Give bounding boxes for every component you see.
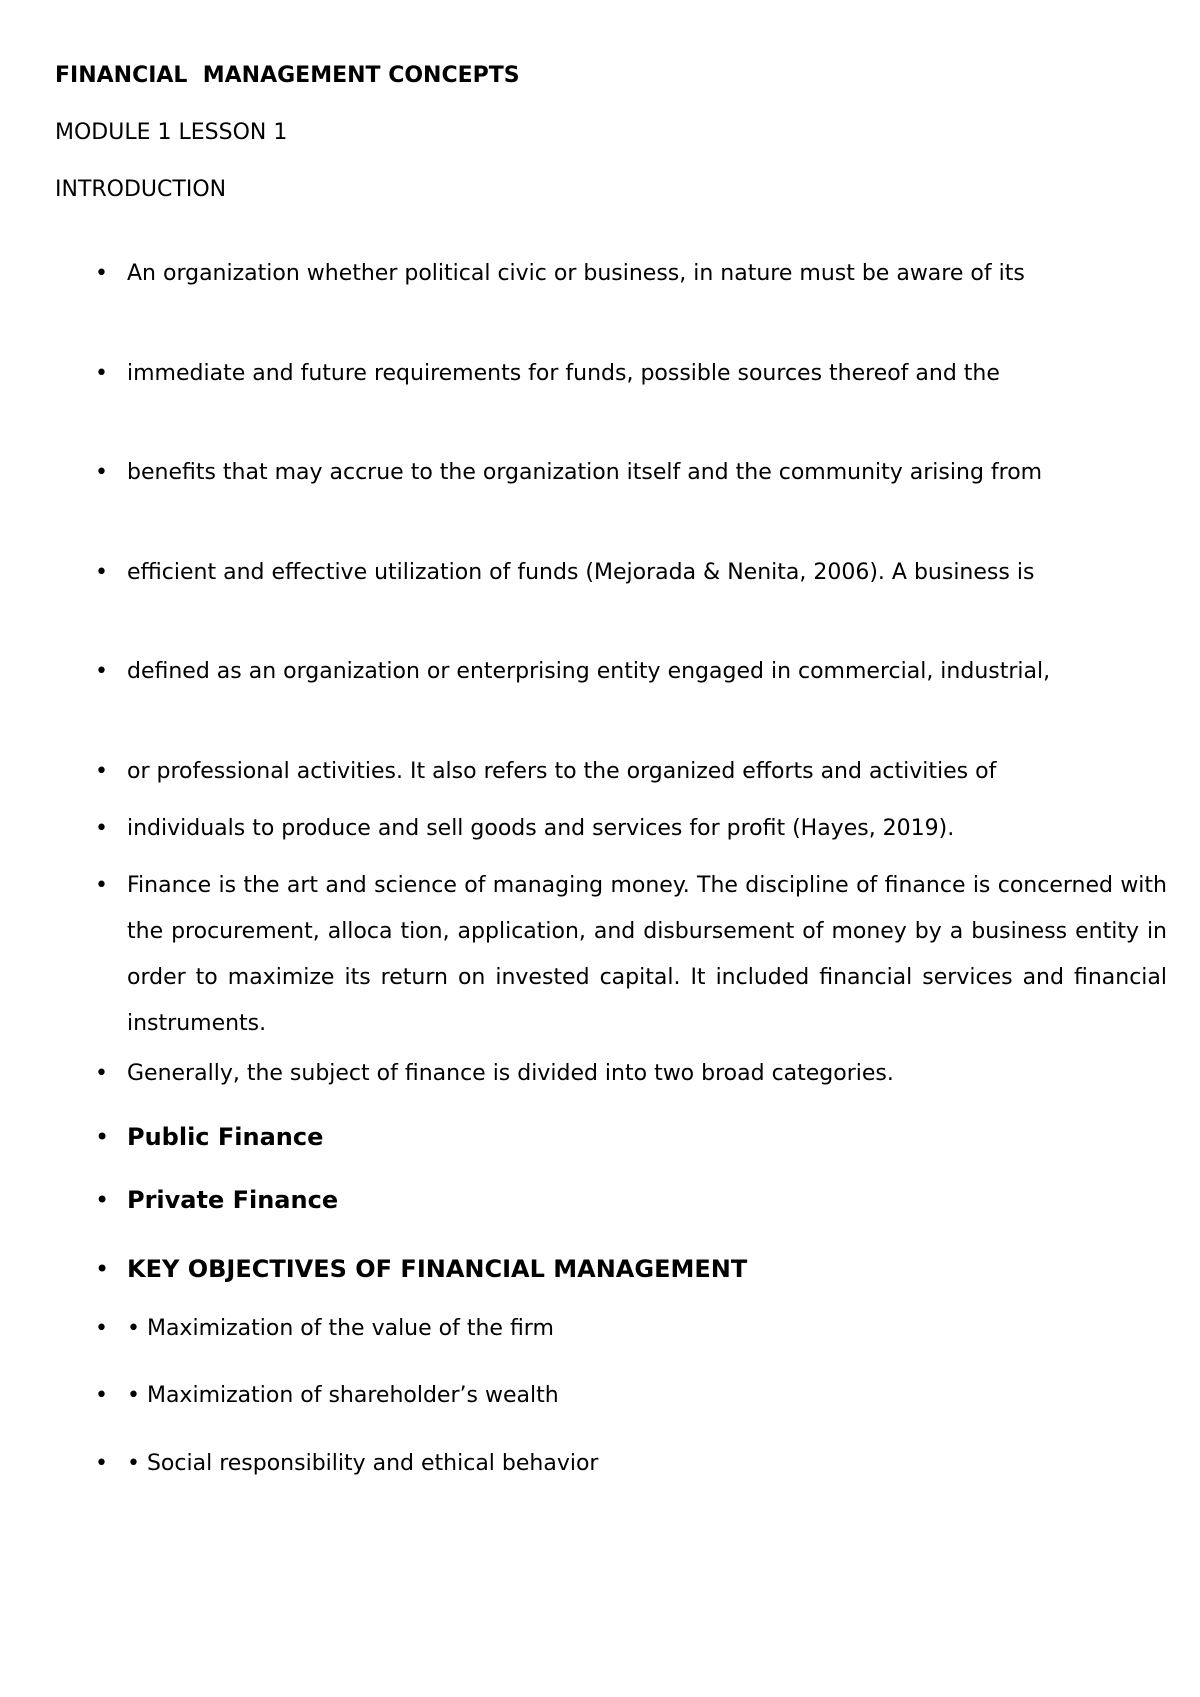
list-item-text: individuals to produce and sell goods and services for profit (Hayes, 2019). (127, 816, 955, 841)
section-heading: INTRODUCTION (55, 177, 227, 202)
bullet-icon: • (95, 1451, 108, 1476)
list-item-text: Generally, the subject of finance is divided into two broad categories. (127, 1061, 894, 1086)
list-item-text: Private Finance (127, 1186, 339, 1214)
bullet-icon: • (95, 1061, 108, 1086)
list-item (95, 251, 1167, 297)
bullet-icon: • (95, 759, 108, 784)
list-item (95, 1441, 1167, 1487)
list-item (95, 1306, 1167, 1352)
list-item-text: An organization whether political civic or business, in nature must be aware of its (127, 261, 1025, 286)
list-item (95, 863, 1167, 1047)
list-item (95, 351, 1167, 397)
bullet-icon: • (95, 1123, 110, 1151)
list-item (95, 749, 1167, 795)
list-item-text: • Maximization of shareholder’s wealth (127, 1383, 559, 1408)
list-item-text: • Maximization of the value of the firm (127, 1316, 554, 1341)
bullet-icon: • (95, 460, 108, 485)
document-title: FINANCIAL MANAGEMENT CONCEPTS (55, 63, 520, 88)
list-item (95, 649, 1167, 695)
list-item-text: benefits that may accrue to the organization itself and the community arising from (127, 460, 1043, 485)
list-item (95, 1114, 1167, 1160)
module-label: MODULE 1 LESSON 1 (55, 120, 288, 145)
list-item-text: efficient and effective utilization of funds (Mejorada & Nenita, 2006). A business is (127, 560, 1035, 585)
bullet-icon: • (95, 659, 108, 684)
bullet-icon: • (95, 873, 108, 898)
list-item (95, 550, 1167, 596)
bullet-icon: • (95, 816, 108, 841)
bullet-icon: • (95, 560, 108, 585)
list-item-text: defined as an organization or enterprising entity engaged in commercial, industrial, (127, 659, 1051, 684)
list-item-text: immediate and future requirements for funds, possible sources thereof and the (127, 361, 1000, 386)
list-item (95, 1051, 1167, 1097)
list-item-text: KEY OBJECTIVES OF FINANCIAL MANAGEMENT (127, 1255, 748, 1283)
bullet-icon: • (95, 1383, 108, 1408)
bullet-icon: • (95, 1186, 110, 1214)
list-item-text: Finance is the art and science of managing money. The discipline of finance is concerned with the procurement, alloca tion, application, and disbursement of money by a business entity in order to maximize its return on invested capital. It included financial services and financial instruments. (127, 873, 1167, 1036)
list-item (95, 1246, 1167, 1292)
list-item-text: or professional activities. It also refers to the organized efforts and activities of (127, 759, 997, 784)
list-item (95, 1177, 1167, 1223)
bullet-icon: • (95, 261, 108, 286)
list-item (95, 806, 1167, 852)
bullet-icon: • (95, 361, 108, 386)
bullet-icon: • (95, 1316, 108, 1341)
list-item-text: Public Finance (127, 1123, 324, 1151)
list-item-text: • Social responsibility and ethical behavior (127, 1451, 599, 1476)
bullet-icon: • (95, 1255, 110, 1283)
list-item (95, 450, 1167, 496)
list-item (95, 1373, 1167, 1419)
